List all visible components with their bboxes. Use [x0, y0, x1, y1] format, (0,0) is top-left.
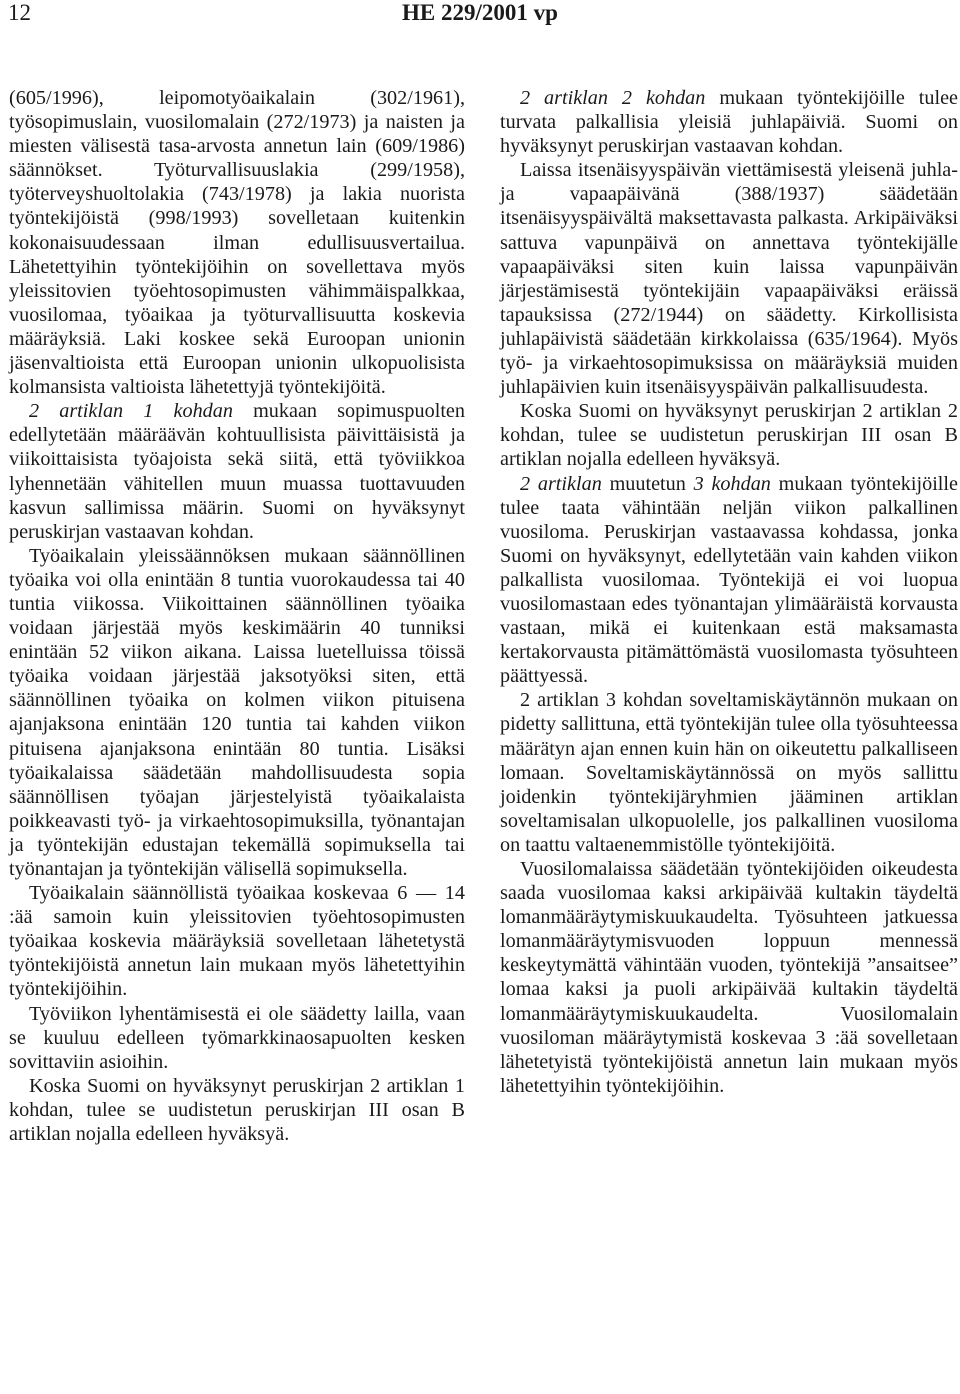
article-reference: 2 artiklan: [520, 472, 602, 495]
paragraph: 2 artiklan 3 kohdan soveltamiskäytännön mukaan on pidetty sallittuna, että työntekijän tulee olla työsuhteessa määrätyn ajan ennen kuin hän on oikeutettu palkalliseen lomaan. Soveltamiskäytännössä on myös sallittu joidenkin työntekijäryhmien jääminen artiklan soveltamisalan ulkopuolelle, jos palkallinen vuosiloma on taattu valtaenemmistölle työntekijöitä.: [500, 689, 958, 856]
paragraph-text: mukaan työntekijöille tulee turvata palkallisia yleisiä juhlapäiviä. Suomi on hyväksynyt peruskirjan vastaavan kohdan.: [500, 87, 958, 158]
paragraph: [500, 472, 958, 689]
paragraph: Vuosilomalaissa säädetään työntekijöiden oikeudesta saada vuosilomaa kaksi arkipäivää kultakin täydeltä lomanmääräytymiskuukaudelta. Työsuhteen jatkuessa lomanmääräytymisvuoden loppuun mennessä keskeytymättä vähintään vuoden, työntekijä ”ansaitsee” lomaa kaksi ja puoli arkipäivää kultakin täydeltä lomanmääräytymiskuukaudelta. Vuosilomalain vuosiloman määräytymistä koskevaa 3 :ää sovelletaan lähetetyistä työntekijöistä annetun lain mukaan myös lähetettyihin työntekijöihin.: [500, 858, 958, 1097]
paragraph-text: muutetun: [601, 472, 694, 495]
paragraph-text: mukaan työntekijöille tulee taata vähintään neljän viikon palkallinen vuosiloma. Peruskirjan vastaavassa kohdassa, jonka Suomi on hyväksynyt, edellytetään vain kahden viikon palkallista vuosilomaa. Työntekijä ei voi luopua vuosilomastaan edes työnantajan ylimääräistä korvausta vastaan, mikä ei kuitenkaan estä maksamasta kertakorvausta pitämättömästä vuosilomasta työsuhteen päättyessä.: [500, 472, 958, 688]
paragraph: Työviikon lyhentämisestä ei ole säädetty lailla, vaan se kuuluu edelleen työmarkkinaosapuolten kesken sovittaviin asioihin.: [9, 1002, 465, 1073]
paragraph: Koska Suomi on hyväksynyt peruskirjan 2 artiklan 1 kohdan, tulee se uudistetun peruskirjan III osan B artiklan nojalla edelleen hyväksyä.: [9, 1074, 465, 1146]
article-reference: 2 artiklan 2 kohdan: [520, 87, 706, 109]
document-id: HE 229/2001 vp: [402, 0, 558, 25]
article-reference: 2 artiklan 1 kohdan: [29, 400, 233, 423]
paragraph: (605/1996), leipomotyöaikalain (302/1961), työsopimuslain, vuosilomalain (272/1973) ja naisten ja miesten välisestä tasa-arvosta annetun lain (609/1986) säännökset. Työturvallisuuslakia (299/1958), työterveyshuoltolakia (743/1978) ja lakia nuorista työntekijöistä (998/1993) sovelletaan kuitenkin kokonaisuudessaan ilman edullisuusvertailua. Lähetettyihin työntekijöihin on sovellettava myös yleissitovien työehtosopimusten vähimmäispalkkaa, vuosilomaa, työaikaa ja työturvallisuutta koskevia määräyksiä. Laki koskee sekä Euroopan unionin jäsenvaltioista että Euroopan unionin ulkopuolisista kolmansista valtioista lähetettyjä työntekijöitä.: [9, 87, 465, 399]
page-header: [0, 0, 960, 30]
paragraph: [9, 399, 465, 544]
page-number: 12: [8, 0, 31, 25]
paragraph: Työaikalain yleissäännöksen mukaan säännöllinen työaika voi olla enintään 8 tuntia vuorokaudessa tai 40 tuntia viikossa. Viikoittainen säännöllinen työaika voidaan järjestää myös keskimäärin 40 tunniksi enintään 52 viikon aikana. Laissa luetelluissa töissä työaika voidaan järjestää jaksotyöksi siten, että säännöllinen työaika on kolmen viikon pituisena ajanjaksona enintään 120 tuntia tai kahden viikon pituisena ajanjaksona enintään 80 tuntia. Lisäksi työaikalaissa säädetään mahdollisuudesta sopia säännöllisen työajan järjestelyistä työaikalaista poikkeavasti työ- ja virkaehtosopimuksilla, työnantajan ja työntekijän edustajan tekemällä sopimuksella tai työnantajan ja työntekijän välisellä sopimuksella.: [9, 544, 465, 880]
paragraph: [500, 86, 958, 158]
paragraph: Koska Suomi on hyväksynyt peruskirjan 2 artiklan 2 kohdan, tulee se uudistetun peruskirjan III osan B artiklan nojalla edelleen hyväksyä.: [500, 400, 958, 471]
paragraph-text: mukaan sopimuspuolten edellytetään määräävän kohtuullisista päivittäisistä ja viikoittaisista työajoista sekä siitä, että työviikkoa lyhennetään vähitellen muun muassa tuottavuuden kasvun sallimissa määrin. Suomi on hyväksynyt peruskirjan vastaavan kohdan.: [9, 400, 465, 543]
article-reference: 3 kohdan: [693, 472, 771, 495]
paragraph: Työaikalain säännöllistä työaikaa koskevaa 6 — 14 :ää samoin kuin yleissitovien työehtosopimusten työaikaa koskevia määräyksiä sovelletaan lähetetystä työntekijöistä annetun lain mukaan myös lähetettyihin työntekijöihin.: [9, 882, 465, 1001]
right-column: [500, 86, 958, 1098]
paragraph: Laissa itsenäisyyspäivän viettämisestä yleisenä juhla- ja vapaapäivänä (388/1937) säädetään itsenäisyyspäivältä maksettavasta palkasta. Arkipäiväksi sattuva vapunpäivä on annettava työntekijälle vapaapäiväksi siten kuin laissa vapunpäivän järjestämisestä työntekijäin vapaapäiväksi eräissä tapauksissa (272/1944) on säädetty. Kirkollisista juhlapäivistä säädetään kirkkolaissa (635/1964). Myös työ- ja virkaehtosopimuksissa on määräyksiä muiden juhlapäivien kuin itsenäisyyspäivän palkallisuudesta.: [500, 159, 958, 399]
left-column: [9, 86, 465, 1146]
